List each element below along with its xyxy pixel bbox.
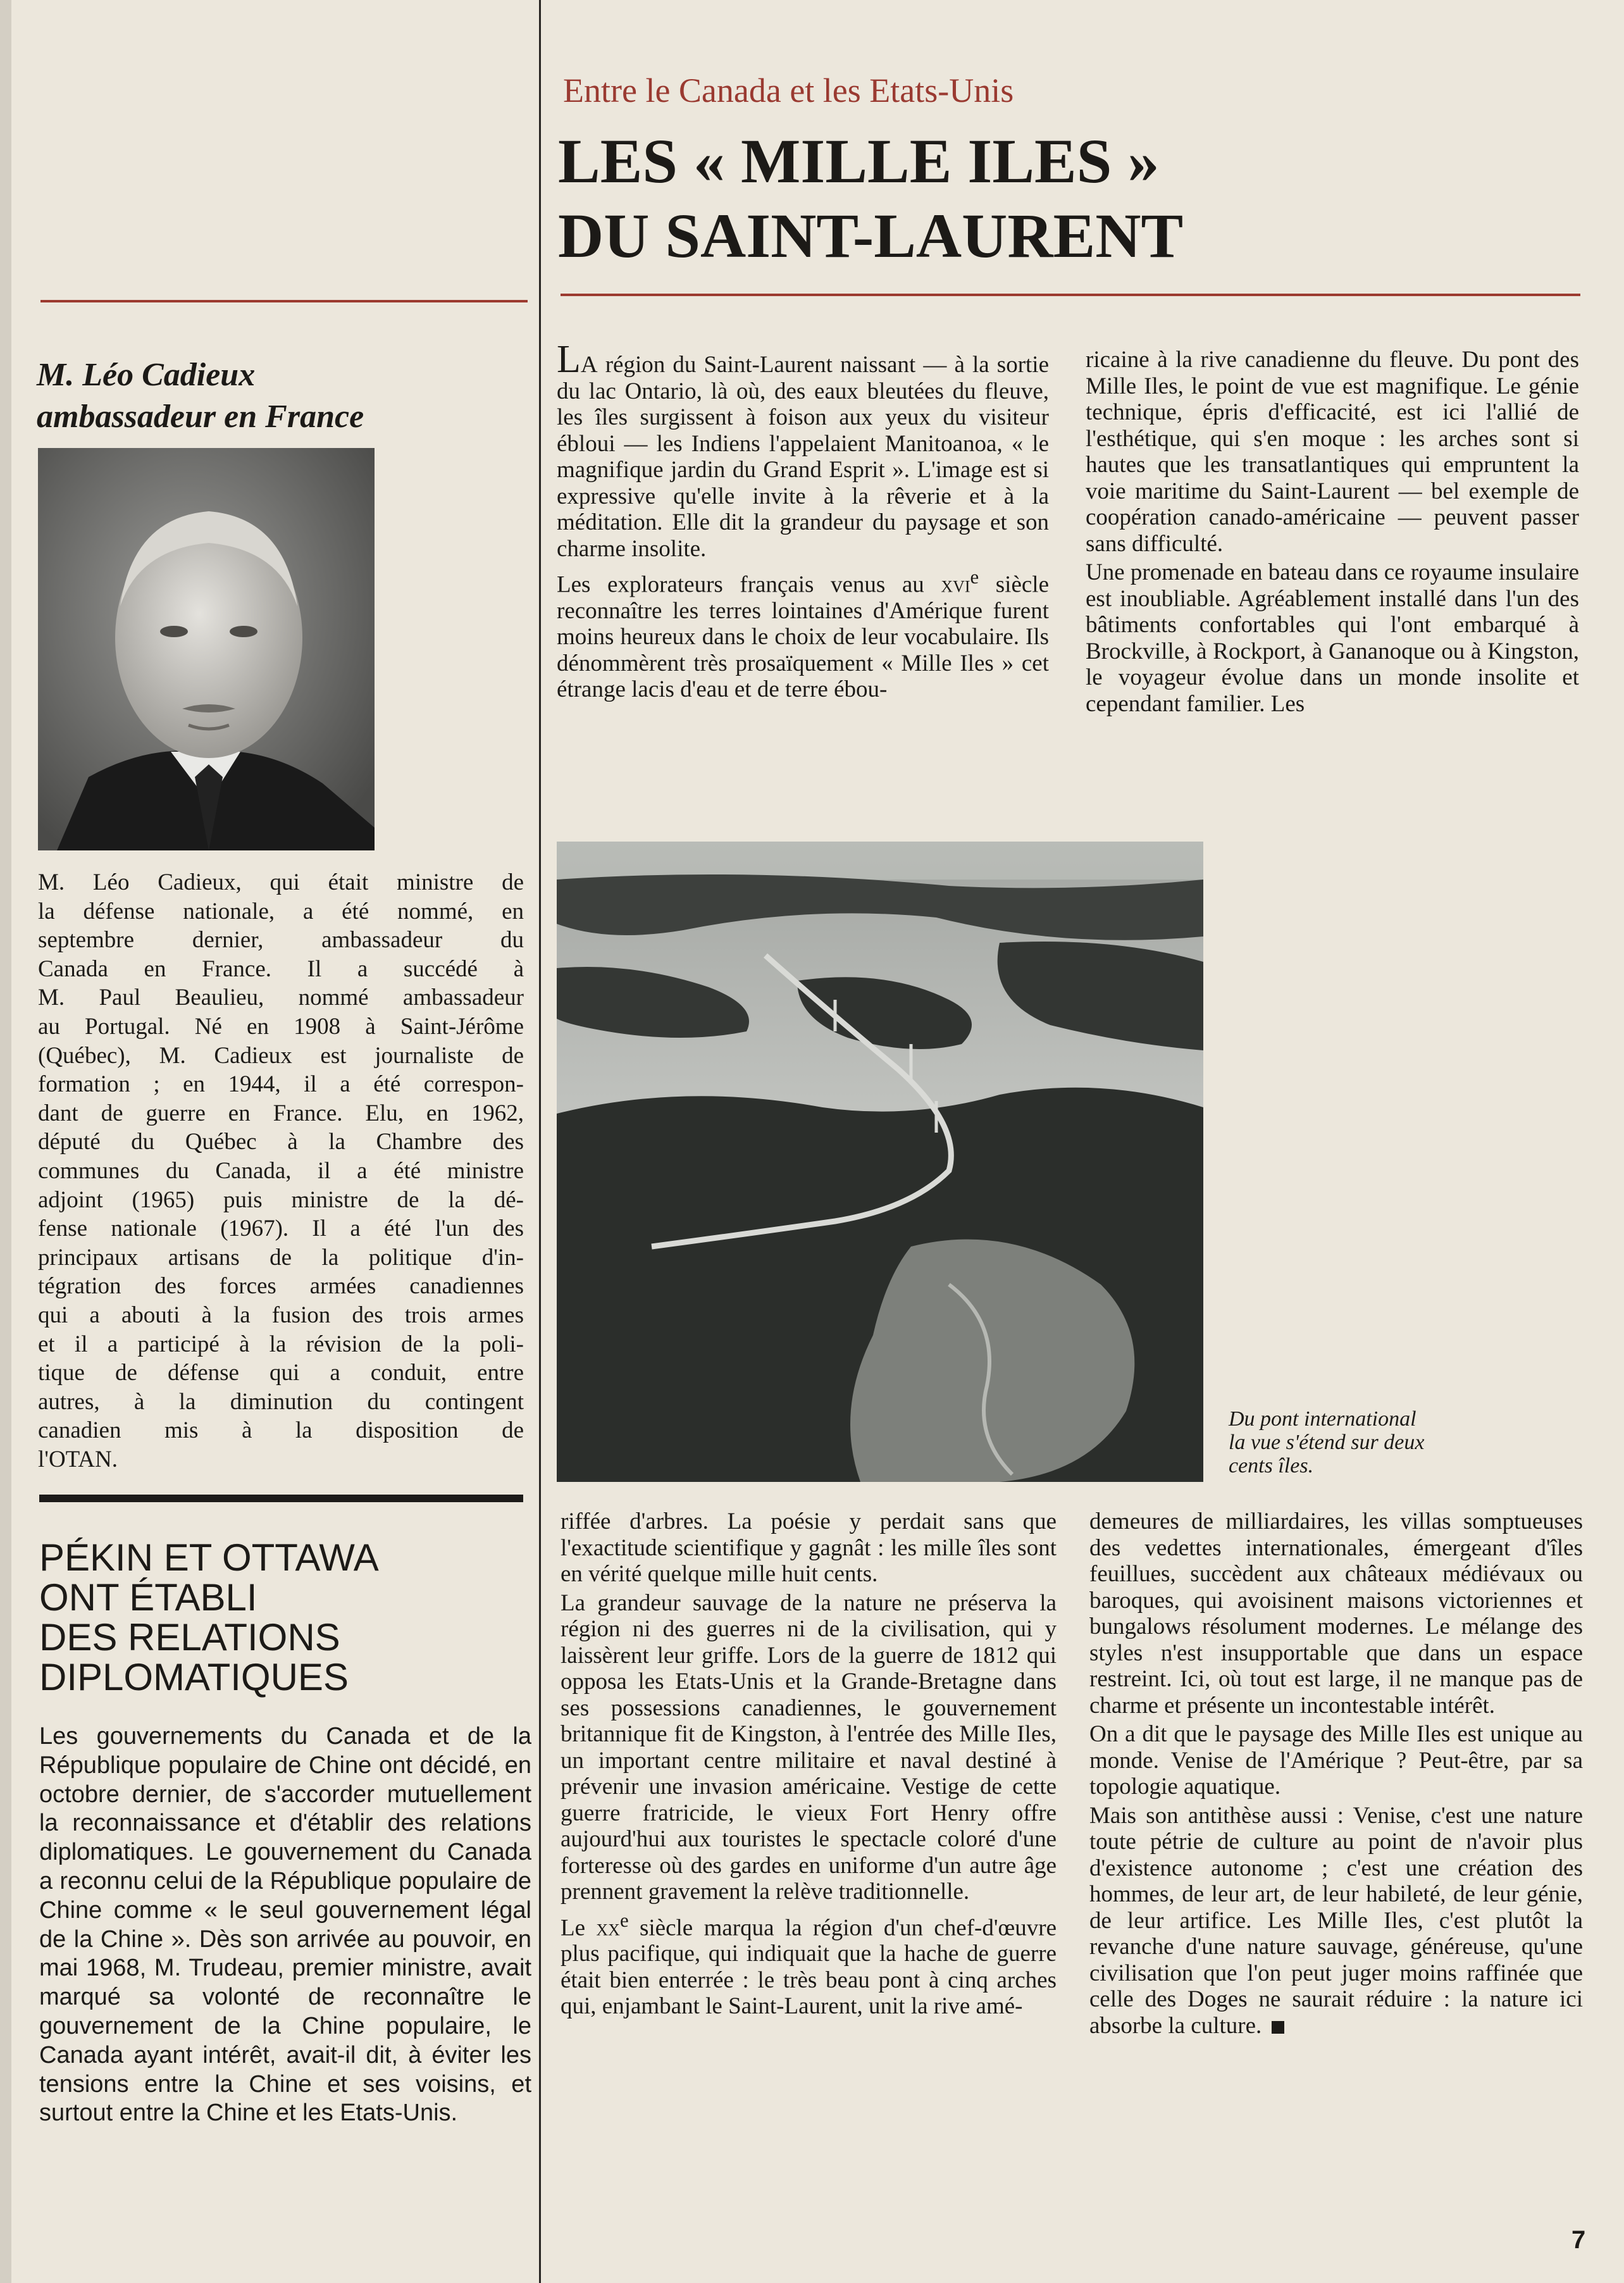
article-paragraph: Une promenade en bateau dans ce royaume insulaire est inoubliable. Agréablement installé dans l'un des bâtiments confortables qui l'ont embarqué à Brockville, à Rockport, à Gananoque ou à Kingston, le voyageur évolue dans un monde insolite et cependant familier. Les: [1086, 559, 1579, 717]
paragraph-text: Mais son antithèse aussi : Venise, c'est une nature toute pétrie de culture au point de n'avoir plus d'existence autonome ; c'est une création des hommes, de leur art, de leur habileté, de leur génie, de leur artifice. Les Mille Iles, c'est plutôt la revanche d'une nature sauvage, généreuse, qu'une civilisation que l'on peut juger moins raffinée que celle des Doges ne saurait réduire : la nature ici absorbe la culture.: [1089, 1802, 1583, 2039]
article-paragraph: ricaine à la rive canadienne du fleuve. Du pont des Mille Iles, le point de vue est magnifique. Le génie technique, épris d'efficacité, est ici l'allié de l'esthétique, qui s'en moque : les arches sont si hautes que les transatlantiques qui empruntent la voie maritime du Saint-Laurent — bel exemple de coopération canado-américaine — peuvent passer sans difficulté.: [1086, 347, 1579, 557]
article-paragraph: [557, 564, 1049, 703]
news-heading-line: DES RELATIONS: [39, 1616, 340, 1658]
bio-line: formation ; en 1944, il a été correspon-: [38, 1071, 524, 1098]
paragraph-text: Les explorateurs français venus au: [557, 571, 941, 598]
article-title-line2: DU SAINT-LAURENT: [558, 201, 1184, 271]
paragraph-text: région du Saint-Laurent naissant — à la sortie du lac Ontario, là où, des eaux bleutées du fleuve, les îles surgissent à foison aux yeux du visiteur ébloui — les Indiens l'appelaient Manitoanoa, « le magnifique jardin du Grand Esprit ». L'image est si expressive qu'elle invite à la rêverie et à la méditation. Elle dit la grandeur du paysage et son charme insolite.: [557, 352, 1050, 562]
bio-line: M. Léo Cadieux, qui était ministre de: [38, 869, 524, 895]
article-paragraph: On a dit que le paysage des Mille Iles est unique au monde. Venise de l'Amérique ? Peut-être, par sa topologie aquatique.: [1089, 1721, 1583, 1800]
article-column-3: [561, 1509, 1057, 2022]
article-column-1: [557, 338, 1050, 706]
article-paragraph: [557, 338, 1050, 562]
left-red-rule: [40, 300, 528, 302]
news-heading-line: PÉKIN ET OTTAWA: [39, 1536, 379, 1579]
article-paragraph: [1089, 1803, 1583, 2039]
article-kicker: Entre le Canada et les Etats-Unis: [563, 72, 1014, 109]
paragraph-text: siècle reconnaître les terres lointaines d'Amérique furent moins heureux dans le choix de leur vocabulaire. Ils dénommèrent très prosaïquement « Mille Iles » cet étrange lacis d'eau et de terre ébou-: [557, 571, 1049, 703]
article-title: [558, 124, 1602, 273]
binding-edge: [0, 0, 11, 2283]
article-paragraph: La grandeur sauvage de la nature ne préserva la région ni des guerres ni de la civilisation, qui y laissèrent leur griffe. Lors de la guerre de 1812 qui opposa les Etats-Unis et la Grande-Bretagne dans ses possessions canadiennes, le gouvernement britannique fit de Kingston, à l'entrée des Mille Iles, un important centre militaire et naval destiné à prévenir une invasion américaine. Vestige de cette guerre fratricide, le vieux Fort Henry offre aujourd'hui aux touristes le spectacle coloré d'une forteresse où des gardes en uniforme d'un autre âge prennent gravement la relève traditionnelle.: [561, 1589, 1057, 1905]
caption-line: cents îles.: [1229, 1454, 1314, 1477]
article-paragraph: [561, 1908, 1057, 2020]
bio-line: M. Paul Beaulieu, nommé ambassadeur: [38, 985, 524, 1011]
bio-line: et il a participé à la révision de la poli-: [38, 1331, 524, 1357]
caption-line: la vue s'étend sur deux: [1229, 1431, 1425, 1454]
bio-line: septembre dernier, ambassadeur du: [38, 927, 524, 954]
drop-cap: L: [557, 338, 581, 381]
profile-bio: [38, 868, 524, 1474]
ordinal-suffix: e: [970, 566, 979, 588]
bio-line: autres, à la diminution du contingent: [38, 1388, 524, 1415]
right-red-rule: [561, 294, 1580, 296]
column-divider: [539, 0, 541, 2283]
bio-line: l'OTAN.: [38, 1446, 118, 1472]
page-number: 7: [1571, 2226, 1586, 2254]
article-column-2: [1086, 347, 1579, 719]
bio-line: principaux artisans de la politique d'in-: [38, 1244, 524, 1271]
article-title-line1: LES « MILLE ILES »: [558, 126, 1160, 196]
bio-line: tégration des forces armées canadiennes: [38, 1273, 524, 1300]
drop-cap-rest: A: [580, 352, 598, 378]
profile-heading: [37, 354, 530, 438]
news-heading-line: DIPLOMATIQUES: [39, 1656, 349, 1698]
aerial-illustration: [557, 842, 1203, 1482]
bio-line: Canada en France. Il a succédé à: [38, 955, 524, 982]
bio-line: canadien mis à la disposition de: [38, 1417, 524, 1444]
article-paragraph: riffée d'arbres. La poésie y perdait sans que l'exactitude scientifique y gagnât : les mille îles sont en vérité quelque mille huit cents.: [561, 1509, 1057, 1587]
bio-line: adjoint (1965) puis ministre de la dé-: [38, 1186, 524, 1213]
bio-line: (Québec), M. Cadieux est journaliste de: [38, 1042, 524, 1069]
bio-line: fense nationale (1967). Il a été l'un des: [38, 1216, 524, 1242]
sidebar-divider: [39, 1495, 523, 1502]
profile-heading-role: ambassadeur en France: [37, 399, 364, 435]
century-numeral: xx: [596, 1914, 620, 1941]
paragraph-text: siècle marqua la région d'un chef-d'œuvre plus pacifique, qui indiquait que la hache de guerre était bien enterrée : le très beau pont à cinq arches qui, enjambant le Saint-Laurent, unit la rive amé-: [561, 1914, 1057, 2020]
aerial-bridge-photo: [557, 842, 1203, 1482]
portrait-illustration: [38, 448, 375, 850]
bio-line: député du Québec à la Chambre des: [38, 1129, 524, 1155]
article-column-4: [1089, 1509, 1583, 2041]
ordinal-suffix: e: [619, 1909, 629, 1931]
photo-caption: [1229, 1407, 1583, 1477]
bio-line: la défense nationale, a été nommé, en: [38, 898, 524, 924]
profile-heading-name: M. Léo Cadieux: [37, 357, 256, 393]
bio-line: communes du Canada, il a été ministre: [38, 1157, 524, 1184]
bio-line: au Portugal. Né en 1908 à Saint-Jérôme: [38, 1013, 524, 1040]
caption-line: Du pont international: [1229, 1407, 1416, 1431]
bio-line: qui a abouti à la fusion des trois armes: [38, 1302, 524, 1328]
portrait-photo: [38, 448, 375, 850]
article-paragraph: demeures de milliardaires, les villas somptueuses des vedettes internationales, émergeant d'îles feuillues, succèdent aux châteaux médiévaux ou baroques, qui avoisinent maisons victoriennes et bungalows résolument modernes. Le mélange des styles n'est insupportable que dans un espace restreint. Ici, où tout est large, il ne manque pas de charme et présente un incontestable intérêt.: [1089, 1509, 1583, 1719]
news-heading-line: ONT ÉTABLI: [39, 1576, 257, 1619]
news-heading: [39, 1538, 520, 1697]
paragraph-text: Le: [561, 1914, 597, 1941]
bio-line: tique de défense qui a conduit, entre: [38, 1360, 524, 1386]
century-numeral: xvi: [941, 571, 970, 598]
end-of-article-mark: [1272, 2021, 1284, 2034]
news-body: Les gouvernements du Canada et de la République populaire de Chine ont décidé, en octobre dernier, de s'accorder mutuellement la reconnaissance et d'établir des relations diplomatiques. Le gouvernement du Canada a reconnu celui de la République populaire de Chine comme « le seul gouvernement légal de la Chine ». Dès son arrivée au pouvoir, en mai 1968, M. Trudeau, premier ministre, avait marqué sa volonté de reconnaître le gouvernement de la Chine populaire, le Canada ayant intérêt, avait-il dit, à éviter les tensions entre la Chine et ses voisins, et surtout entre la Chine et les Etats-Unis.: [39, 1723, 531, 2127]
bio-line: dant de guerre en France. Elu, en 1962,: [38, 1100, 524, 1126]
